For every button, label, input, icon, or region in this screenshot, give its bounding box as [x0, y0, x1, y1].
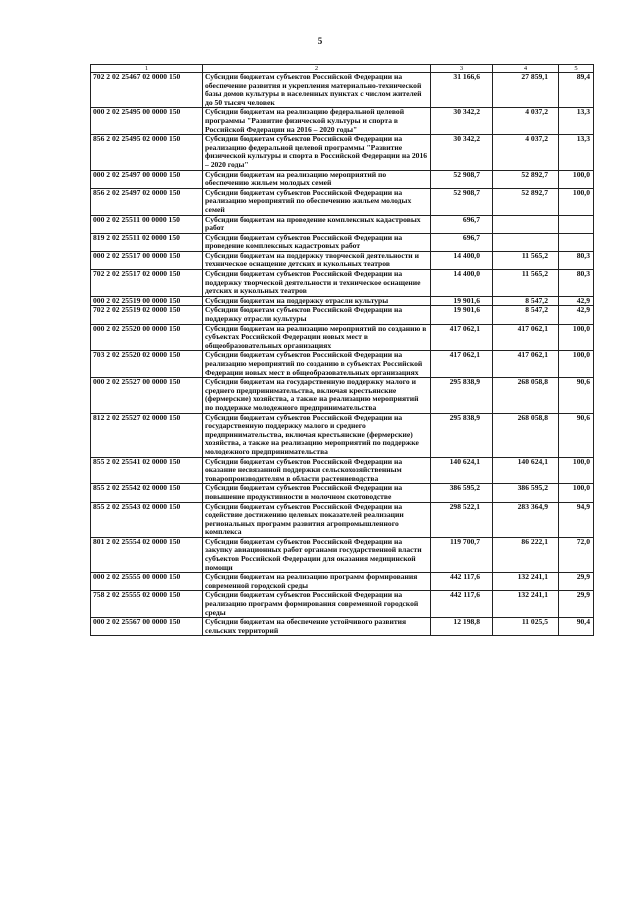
percent-cell: 100,0 — [559, 170, 594, 188]
budget-code-cell: 000 2 02 25511 00 0000 150 — [91, 215, 203, 233]
budget-table-body — [91, 65, 594, 636]
budget-code-cell: 758 2 02 25555 02 0000 150 — [91, 591, 203, 618]
table-row — [91, 324, 594, 351]
actual-amount-cell: 417 062,1 — [493, 324, 559, 351]
description-cell: Субсидии бюджетам субъектов Российской Федерации на закупку авиационных работ органами государственной власти субъектов Российской Федерации для оказания медицинской помощи — [203, 537, 431, 572]
description-cell: Субсидии бюджетам субъектов Российской Федерации на повышение продуктивности в молочном скотоводстве — [203, 484, 431, 502]
actual-amount-cell: 86 222,1 — [493, 537, 559, 572]
percent-cell: 90,4 — [559, 618, 594, 636]
table-row — [91, 215, 594, 233]
description-cell: Субсидии бюджетам на реализацию федеральной целевой программы "Развитие физической культуры и спорта в Российской Федерации на 2016 – 2020 годы" — [203, 108, 431, 135]
percent-cell: 100,0 — [559, 188, 594, 215]
table-row — [91, 306, 594, 324]
planned-amount-cell: 52 908,7 — [431, 188, 493, 215]
table-row — [91, 618, 594, 636]
budget-code-cell: 703 2 02 25520 02 0000 150 — [91, 351, 203, 378]
planned-amount-cell: 14 400,0 — [431, 251, 493, 269]
actual-amount-cell: 27 859,1 — [493, 73, 559, 108]
planned-amount-cell: 442 117,6 — [431, 573, 493, 591]
column-number: 3 — [431, 65, 493, 73]
budget-code-cell: 856 2 02 25495 02 0000 150 — [91, 135, 203, 170]
description-cell: Субсидии бюджетам субъектов Российской Федерации на поддержку творческой деятельности и техническое оснащение детских и кукольных театров — [203, 270, 431, 297]
planned-amount-cell: 696,7 — [431, 233, 493, 251]
table-row — [91, 135, 594, 170]
description-cell: Субсидии бюджетам субъектов Российской Федерации на реализацию мероприятий по созданию в субъектах Российской Федерации новых мест в общеобразовательных организациях — [203, 351, 431, 378]
table-row — [91, 573, 594, 591]
budget-code-cell: 855 2 02 25542 02 0000 150 — [91, 484, 203, 502]
actual-amount-cell: 11 025,5 — [493, 618, 559, 636]
description-cell: Субсидии бюджетам на реализацию мероприятий по созданию в субъектах Российской Федерации новых мест в общеобразовательных организациях — [203, 324, 431, 351]
description-cell: Субсидии бюджетам на государственную поддержку малого и среднего предпринимательства, включая крестьянские (фермерские) хозяйства, а также на реализацию мероприятий по поддержке молодежного предпринимательства — [203, 378, 431, 413]
percent-cell: 89,4 — [559, 73, 594, 108]
planned-amount-cell: 442 117,6 — [431, 591, 493, 618]
planned-amount-cell: 140 624,1 — [431, 457, 493, 484]
actual-amount-cell: 52 892,7 — [493, 188, 559, 215]
actual-amount-cell: 386 595,2 — [493, 484, 559, 502]
actual-amount-cell: 52 892,7 — [493, 170, 559, 188]
table-row — [91, 591, 594, 618]
budget-code-cell: 000 2 02 25567 00 0000 150 — [91, 618, 203, 636]
actual-amount-cell: 140 624,1 — [493, 457, 559, 484]
percent-cell — [559, 233, 594, 251]
budget-code-cell: 000 2 02 25527 00 0000 150 — [91, 378, 203, 413]
description-cell: Субсидии бюджетам субъектов Российской Федерации на проведение комплексных кадастровых работ — [203, 233, 431, 251]
description-cell: Субсидии бюджетам субъектов Российской Федерации на оказание несвязанной поддержки сельскохозяйственным товаропроизводителям в области растениеводства — [203, 457, 431, 484]
description-cell: Субсидии бюджетам на реализацию мероприятий по обеспечению жильем молодых семей — [203, 170, 431, 188]
table-row — [91, 233, 594, 251]
budget-code-cell: 856 2 02 25497 02 0000 150 — [91, 188, 203, 215]
budget-code-cell: 000 2 02 25520 00 0000 150 — [91, 324, 203, 351]
percent-cell: 13,3 — [559, 135, 594, 170]
budget-code-cell: 000 2 02 25495 00 0000 150 — [91, 108, 203, 135]
budget-code-cell: 819 2 02 25511 02 0000 150 — [91, 233, 203, 251]
actual-amount-cell: 268 058,8 — [493, 378, 559, 413]
table-row — [91, 270, 594, 297]
column-number-row — [91, 65, 594, 73]
percent-cell: 94,9 — [559, 502, 594, 537]
percent-cell: 13,3 — [559, 108, 594, 135]
percent-cell: 100,0 — [559, 324, 594, 351]
planned-amount-cell: 298 522,1 — [431, 502, 493, 537]
actual-amount-cell: 4 037,2 — [493, 135, 559, 170]
actual-amount-cell — [493, 233, 559, 251]
percent-cell: 29,9 — [559, 591, 594, 618]
percent-cell: 72,0 — [559, 537, 594, 572]
actual-amount-cell: 11 565,2 — [493, 270, 559, 297]
description-cell: Субсидии бюджетам субъектов Российской Федерации на реализацию программ формирования современной городской среды — [203, 591, 431, 618]
actual-amount-cell — [493, 215, 559, 233]
planned-amount-cell: 19 901,6 — [431, 306, 493, 324]
planned-amount-cell: 30 342,2 — [431, 135, 493, 170]
description-cell: Субсидии бюджетам на поддержку творческой деятельности и техническое оснащение детских и кукольных театров — [203, 251, 431, 269]
description-cell: Субсидии бюджетам субъектов Российской Федерации на реализацию мероприятий по обеспечению жильем молодых семей — [203, 188, 431, 215]
percent-cell: 100,0 — [559, 457, 594, 484]
table-row — [91, 73, 594, 108]
table-row — [91, 484, 594, 502]
budget-code-cell: 000 2 02 25519 00 0000 150 — [91, 296, 203, 306]
table-row — [91, 108, 594, 135]
column-number: 1 — [91, 65, 203, 73]
percent-cell: 80,3 — [559, 270, 594, 297]
planned-amount-cell: 19 901,6 — [431, 296, 493, 306]
percent-cell — [559, 215, 594, 233]
percent-cell: 90,6 — [559, 378, 594, 413]
table-row — [91, 251, 594, 269]
budget-table — [90, 64, 594, 636]
table-row — [91, 296, 594, 306]
table-row — [91, 413, 594, 457]
budget-code-cell: 702 2 02 25519 02 0000 150 — [91, 306, 203, 324]
actual-amount-cell: 8 547,2 — [493, 296, 559, 306]
planned-amount-cell: 417 062,1 — [431, 324, 493, 351]
actual-amount-cell: 132 241,1 — [493, 591, 559, 618]
column-number: 4 — [493, 65, 559, 73]
table-row — [91, 188, 594, 215]
description-cell: Субсидии бюджетам на проведение комплексных кадастровых работ — [203, 215, 431, 233]
planned-amount-cell: 14 400,0 — [431, 270, 493, 297]
page-number: 5 — [317, 36, 323, 46]
table-row — [91, 502, 594, 537]
planned-amount-cell: 696,7 — [431, 215, 493, 233]
percent-cell: 100,0 — [559, 484, 594, 502]
planned-amount-cell: 52 908,7 — [431, 170, 493, 188]
table-row — [91, 170, 594, 188]
budget-code-cell: 702 2 02 25467 02 0000 150 — [91, 73, 203, 108]
column-number: 2 — [203, 65, 431, 73]
table-row — [91, 457, 594, 484]
budget-code-cell: 000 2 02 25497 00 0000 150 — [91, 170, 203, 188]
budget-code-cell: 702 2 02 25517 02 0000 150 — [91, 270, 203, 297]
table-row — [91, 378, 594, 413]
planned-amount-cell: 119 700,7 — [431, 537, 493, 572]
budget-code-cell: 801 2 02 25554 02 0000 150 — [91, 537, 203, 572]
actual-amount-cell: 417 062,1 — [493, 351, 559, 378]
budget-code-cell: 855 2 02 25543 02 0000 150 — [91, 502, 203, 537]
description-cell: Субсидии бюджетам на обеспечение устойчивого развития сельских территорий — [203, 618, 431, 636]
actual-amount-cell: 283 364,9 — [493, 502, 559, 537]
percent-cell: 42,9 — [559, 306, 594, 324]
actual-amount-cell: 132 241,1 — [493, 573, 559, 591]
planned-amount-cell: 12 198,8 — [431, 618, 493, 636]
budget-code-cell: 812 2 02 25527 02 0000 150 — [91, 413, 203, 457]
planned-amount-cell: 295 838,9 — [431, 378, 493, 413]
planned-amount-cell: 417 062,1 — [431, 351, 493, 378]
percent-cell: 80,3 — [559, 251, 594, 269]
description-cell: Субсидии бюджетам на реализацию программ формирования современной городской среды — [203, 573, 431, 591]
table-row — [91, 537, 594, 572]
percent-cell: 90,6 — [559, 413, 594, 457]
budget-code-cell: 855 2 02 25541 02 0000 150 — [91, 457, 203, 484]
planned-amount-cell: 31 166,6 — [431, 73, 493, 108]
planned-amount-cell: 295 838,9 — [431, 413, 493, 457]
actual-amount-cell: 4 037,2 — [493, 108, 559, 135]
planned-amount-cell: 30 342,2 — [431, 108, 493, 135]
percent-cell: 100,0 — [559, 351, 594, 378]
description-cell: Субсидии бюджетам на поддержку отрасли культуры — [203, 296, 431, 306]
description-cell: Субсидии бюджетам субъектов Российской Федерации на содействие достижению целевых показателей реализации региональных программ развития агропромышленного комплекса — [203, 502, 431, 537]
actual-amount-cell: 268 058,8 — [493, 413, 559, 457]
planned-amount-cell: 386 595,2 — [431, 484, 493, 502]
table-row — [91, 351, 594, 378]
percent-cell: 29,9 — [559, 573, 594, 591]
description-cell: Субсидии бюджетам субъектов Российской Федерации на реализацию федеральной целевой программы "Развитие физической культуры и спорта в Российской Федерации на 2016 – 2020 годы" — [203, 135, 431, 170]
budget-code-cell: 000 2 02 25517 00 0000 150 — [91, 251, 203, 269]
description-cell: Субсидии бюджетам субъектов Российской Федерации на обеспечение развития и укрепления материально-технической базы домов культуры в населенных пунктах с числом жителей до 50 тысяч человек — [203, 73, 431, 108]
budget-code-cell: 000 2 02 25555 00 0000 150 — [91, 573, 203, 591]
actual-amount-cell: 8 547,2 — [493, 306, 559, 324]
column-number: 5 — [559, 65, 594, 73]
actual-amount-cell: 11 565,2 — [493, 251, 559, 269]
description-cell: Субсидии бюджетам субъектов Российской Федерации на поддержку отрасли культуры — [203, 306, 431, 324]
percent-cell: 42,9 — [559, 296, 594, 306]
description-cell: Субсидии бюджетам субъектов Российской Федерации на государственную поддержку малого и среднего предпринимательства, включая крестьянские (фермерские) хозяйства, а также на реализацию мероприятий по поддержке молодежного предпринимательства — [203, 413, 431, 457]
